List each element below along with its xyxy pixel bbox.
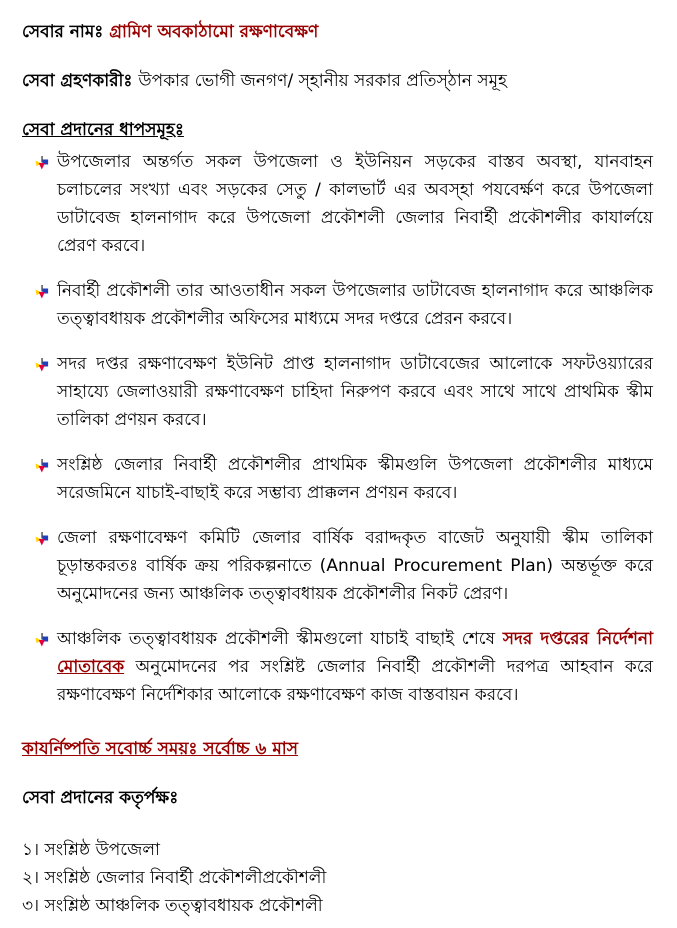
step-text-post: অনুমোদনের পর সংশ্লিষ্ট জেলার নিবার্হী প্রকৌশলী দরপত্র আহবান করে রক্ষণাবেক্ষণ নির্দেশিকার আলোকে রক্ষণাবেক্ষণ কাজ বাস্তবায়ন করবে। [57,657,653,705]
authority-item-3: ৩। সংশ্লিষ্ঠ আঞ্চলিক তত্ত্বাবধায়ক প্রকৌশলী [22,896,323,916]
step-item-4 [22,451,655,507]
step-text-red: সদর দপ্তরের নির্দেশনা [502,629,653,649]
step-text: জেলা রক্ষণাবেক্ষণ কমিটি জেলার বার্ষিক বরাদ্দকৃত বাজেট অনুযায়ী স্কীম তালিকা চূড়ান্তকরতঃ বার্ষিক ক্রয় পরিকল্পনাতে (Annual Procurement Plan) অন্তর্ভূক্ত করে অনুমোদনের জন্য আঞ্চলিক তত্ত্বাবধায়ক প্রকৌশলীর নিকট প্রেরণ। [57,528,653,604]
arrow-bullet-icon [35,633,49,647]
step-item-6 [22,625,655,709]
step-text-pre: আঞ্চলিক তত্ত্বাবধায়ক প্রকৌশলী স্কীমগুলো যাচাই বাছাই শেষে [57,629,503,649]
authority-item-1: ১। সংশ্লিষ্ঠ উপজেলা [22,840,160,860]
authority-list [22,836,655,920]
step-item-2 [22,277,655,333]
arrow-bullet-icon [35,156,49,170]
recipient-value: উপকার ভোগী জনগণ/ স্হানীয় সরকার প্রতিস্ঠান সমূহ [138,71,507,91]
authority-heading: সেবা প্রদানের কতৃর্পক্ষঃ [22,788,179,808]
authority-item-2: ২। সংশ্লিষ্ঠ জেলার নিবার্হী প্রকৌশলীপ্রকৌশলী [22,868,327,888]
service-name-value: গ্রামিণ অবকাঠামো রক্ষণাবেক্ষণ [109,22,319,42]
step-item-5 [22,524,655,608]
recipient-label: সেবা গ্রহণকারীঃ [22,71,139,91]
step-text-red-underlined: মোতাবেক [57,657,125,677]
steps-list [22,148,655,709]
arrow-bullet-icon [35,285,49,299]
arrow-bullet-icon [35,532,49,546]
step-text: সদর দপ্তর রক্ষণাবেক্ষণ ইউনিট প্রাপ্ত হালনাগাদ ডাটাবেজের আলোকে সফটওয়্যারের সাহায্যে জেলাওয়ারী রক্ষণাবেক্ষণ চাহিদা নিরুপণ করবে এবং সাথে সাথে প্রাথমিক স্কীম তালিকা প্রণয়ন করবে। [57,354,653,430]
step-item-3 [22,350,655,434]
arrow-bullet-icon [35,459,49,473]
steps-heading-text: সেবা প্রদানের ধাপসমূহঃ [22,120,184,140]
recipient-line [22,67,655,95]
step-text: উপজেলার অন্তর্গত সকল উপজেলা ও ইউনিয়ন সড়কের বাস্তব অবস্থা, যানবাহন চলাচলের সংখ্যা এবং সড়কের সেতু / কালভার্ট এর অবস্হা পযবের্ক্ষণ করে উপজেলা ডাটাবেজ হালনাগাদ করে উপজেলা প্রকৌশলী জেলার নিবার্হী প্রকৌশলীর কাযার্লয়ে প্রেরণ করবে। [57,152,653,256]
step-text: নিবার্হী প্রকৌশলী তার আওতাধীন সকল উপজেলার ডাটাবেজ হালনাগাদ করে আঞ্চলিক তত্ত্বাবধায়ক প্রকৌশলীর অফিসের মাধ্যমে সদর দপ্তরে প্রেরন করবে। [57,281,653,329]
step-text: সংশ্লিষ্ঠ জেলার নিবার্হী প্রকৌশলীর প্রাথমিক স্কীমগুলি উপজেলা প্রকৌশলীর মাধ্যমে সরেজমিনে যাচাই-বাছাই করে সম্ভাব্য প্রাক্কলন প্রণয়ন করবে। [57,455,653,503]
service-name-line [22,18,655,46]
step-item-1 [22,148,655,260]
steps-heading [22,116,655,144]
duration-heading: কাযর্নিষ্পতি সবোর্চ্চ সময়ঃ সর্বোচ্চ ৬ মাস [22,739,298,759]
service-name-label: সেবার নামঃ [22,22,110,42]
arrow-bullet-icon [35,358,49,372]
